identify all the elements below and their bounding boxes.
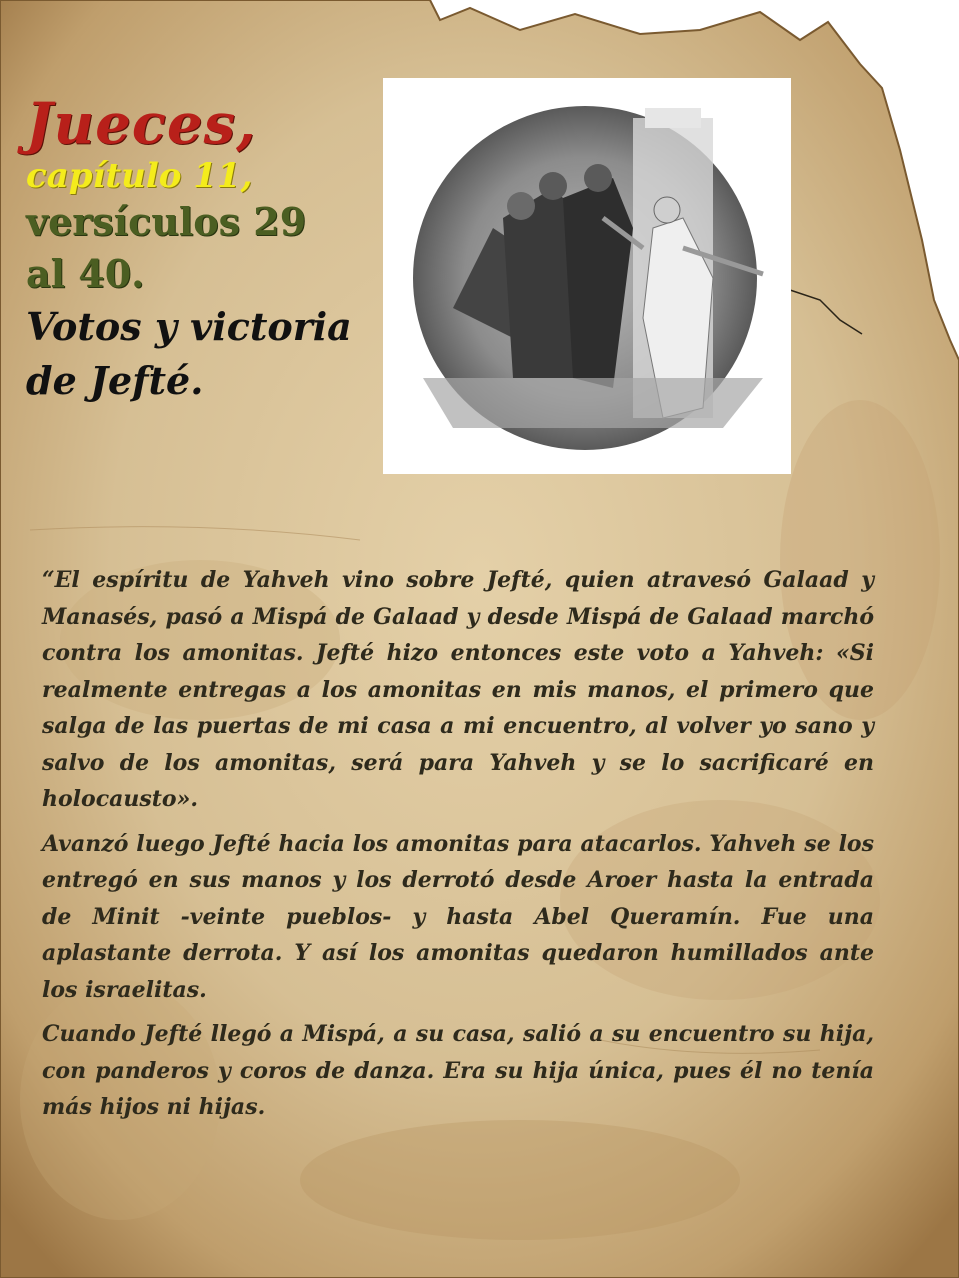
verses-line-2: al 40.	[26, 251, 145, 296]
subtitle-line-1: Votos y victoria	[26, 304, 352, 349]
paragraph-2: Avanzó luego Jefté hacia los amonitas para atacarlos. Yahveh se los entregó en sus manos y los derrotó desde Aroer hasta la entrada de Minit -veinte pueblos- y hasta Abel Queramín. Fue una aplastante derrota. Y así los amonitas quedaron humillados ante los israelitas.	[42, 830, 874, 1003]
paragraph-3: Cuando Jefté llegó a Mispá, a su casa, salió a su encuentro su hija, con panderos y coros de danza. Era su hija única, pues él no tenía más hijos ni hijas.	[42, 1021, 874, 1120]
body-text	[42, 562, 874, 1134]
title-block	[26, 92, 376, 408]
book-title: Jueces,	[26, 91, 257, 157]
paragraph-1: “El espíritu de Yahveh vino sobre Jefté, quien atravesó Galaad y Manasés, pasó a Mispá de Galaad y desde Mispá de Galaad marchó contra los amonitas. Jefté hizo entonces este voto a Yahveh: «Si realmente entregas a los amonitas en mis manos, el primero que salga de las puertas de mi casa a mi encuentro, al volver yo sano y salvo de los amonitas, será para Yahveh y se lo sacrificaré en holocausto».	[42, 567, 874, 812]
chapter-label: capítulo 11,	[26, 156, 253, 196]
subtitle-line-2: de Jefté.	[26, 358, 204, 403]
engraving-illustration	[383, 78, 791, 474]
verses-line-1: versículos 29	[26, 199, 307, 244]
